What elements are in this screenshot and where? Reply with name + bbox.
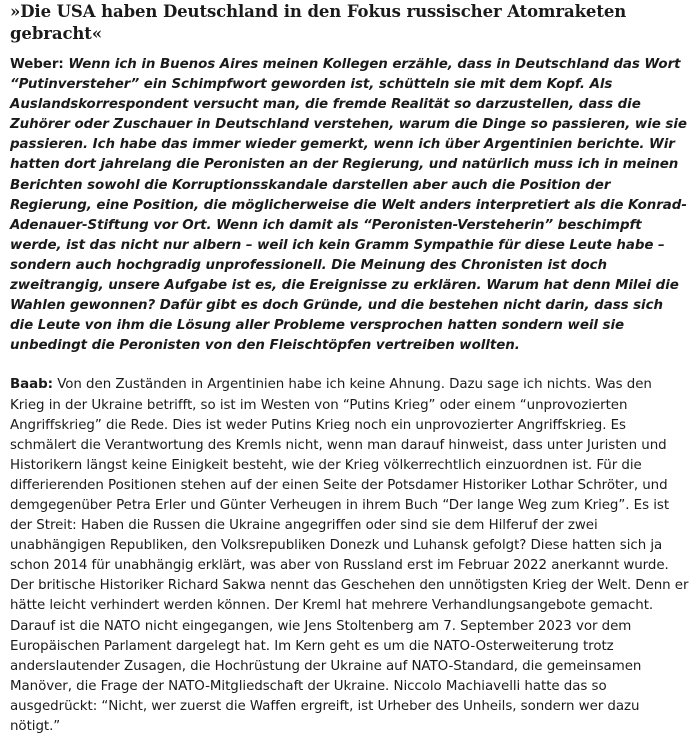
article-title: »Die USA haben Deutschland in den Fokus russischer Atomraketen gebracht« bbox=[10, 2, 627, 43]
answer-paragraph bbox=[10, 375, 690, 737]
question-paragraph bbox=[10, 55, 690, 356]
speaker-label-weber: Weber: bbox=[10, 57, 64, 72]
question-text: Wenn ich in Buenos Aires meinen Kollegen erzähle, dass in Deutschland das Wort “Putinversteher” ein Schimpfwort geworden ist, schütteln sie mit dem Kopf. Als Auslandskorrespondent versucht man, die fremde Realität so darzustellen, dass die Zuhörer oder Zuschauer in Deutschland verstehen, warum die Dinge so passieren, wie sie passieren. Ich habe das immer wieder gemerkt, wenn ich über Argentinien berichte. Wir hatten dort jahrelang die Peronisten an der Regierung, und natürlich muss ich in meinen Berichten sowohl die Korruptionsskandale darstellen aber auch die Position der Regierung, eine Position, die möglicherweise die Welt anders interpretiert als die Konrad-Adenauer-Stiftung vor Ort. Wenn ich damit als “Peronisten-Versteherin” beschimpft werde, ist das nicht nur albern – weil ich kein Gramm Sympathie für diese Leute habe – sondern auch hochgradig unprofessionell. Die Meinung des Chronisten ist doch zweitrangig, unsere Aufgabe ist es, die Ereignisse zu erklären. Warum hat denn Milei die Wahlen gewonnen? Dafür gibt es doch Gründe, und die bestehen nicht darin, dass sich die Leute von ihm die Lösung aller Probleme versprochen hatten sondern weil sie unbedingt die Peronisten von den Fleischtöpfen vertreiben wollten. bbox=[10, 57, 687, 354]
answer-text: Von den Zuständen in Argentinien habe ich keine Ahnung. Dazu sage ich nichts. Was den Krieg in der Ukraine betrifft, so ist im Westen von “Putins Krieg” oder einem “unprovozierten Angriffskrieg” die Rede. Dies ist weder Putins Krieg noch ein unprovozierter Angriffskrieg. Es schmälert die Verantwortung des Kremls nicht, wenn man darauf hinweist, dass unter Juristen und Historikern längst keine Einigkeit besteht, wie der Krieg völkerrechtlich einzuordnen ist. Für die differierenden Positionen stehen auf der einen Seite der Potsdamer Historiker Lothar Schröter, und demgegenüber Petra Erler und Günter Verheugen in ihrem Buch “Der lange Weg zum Krieg”. Es ist der Streit: Haben die Russen die Ukraine angegriffen oder sind sie dem Hilferuf der zwei unabhängigen Republiken, den Volksrepubliken Donezk und Luhansk gefolgt? Diese hatten sich ja schon 2014 für unabhängig erklärt, was aber von Russland erst im Februar 2022 anerkannt wurde. Der britische Historiker Richard Sakwa nennt das Geschehen den unnötigsten Krieg der Welt. Denn er hätte leicht verhindert werden können. Der Kreml hat mehrere Verhandlungsangebote gemacht. Darauf ist die NATO nicht eingegangen, wie Jens Stoltenberg am 7. September 2023 vor dem Europäischen Parlament dargelegt hat. Im Kern geht es um die NATO-Osterweiterung trotz anderslautender Zusagen, die Hochrüstung der Ukraine auf NATO-Standard, die gemeinsamen Manöver, die Frage der NATO-Mitgliedschaft der Ukraine. Niccolo Machiavelli hatte das so ausgedrückt: “Nicht, wer zuerst die Waffen ergreift, ist Urheber des Unheils, sondern wer dazu nötigt.” bbox=[10, 377, 689, 734]
speaker-label-baab: Baab: bbox=[10, 377, 53, 393]
